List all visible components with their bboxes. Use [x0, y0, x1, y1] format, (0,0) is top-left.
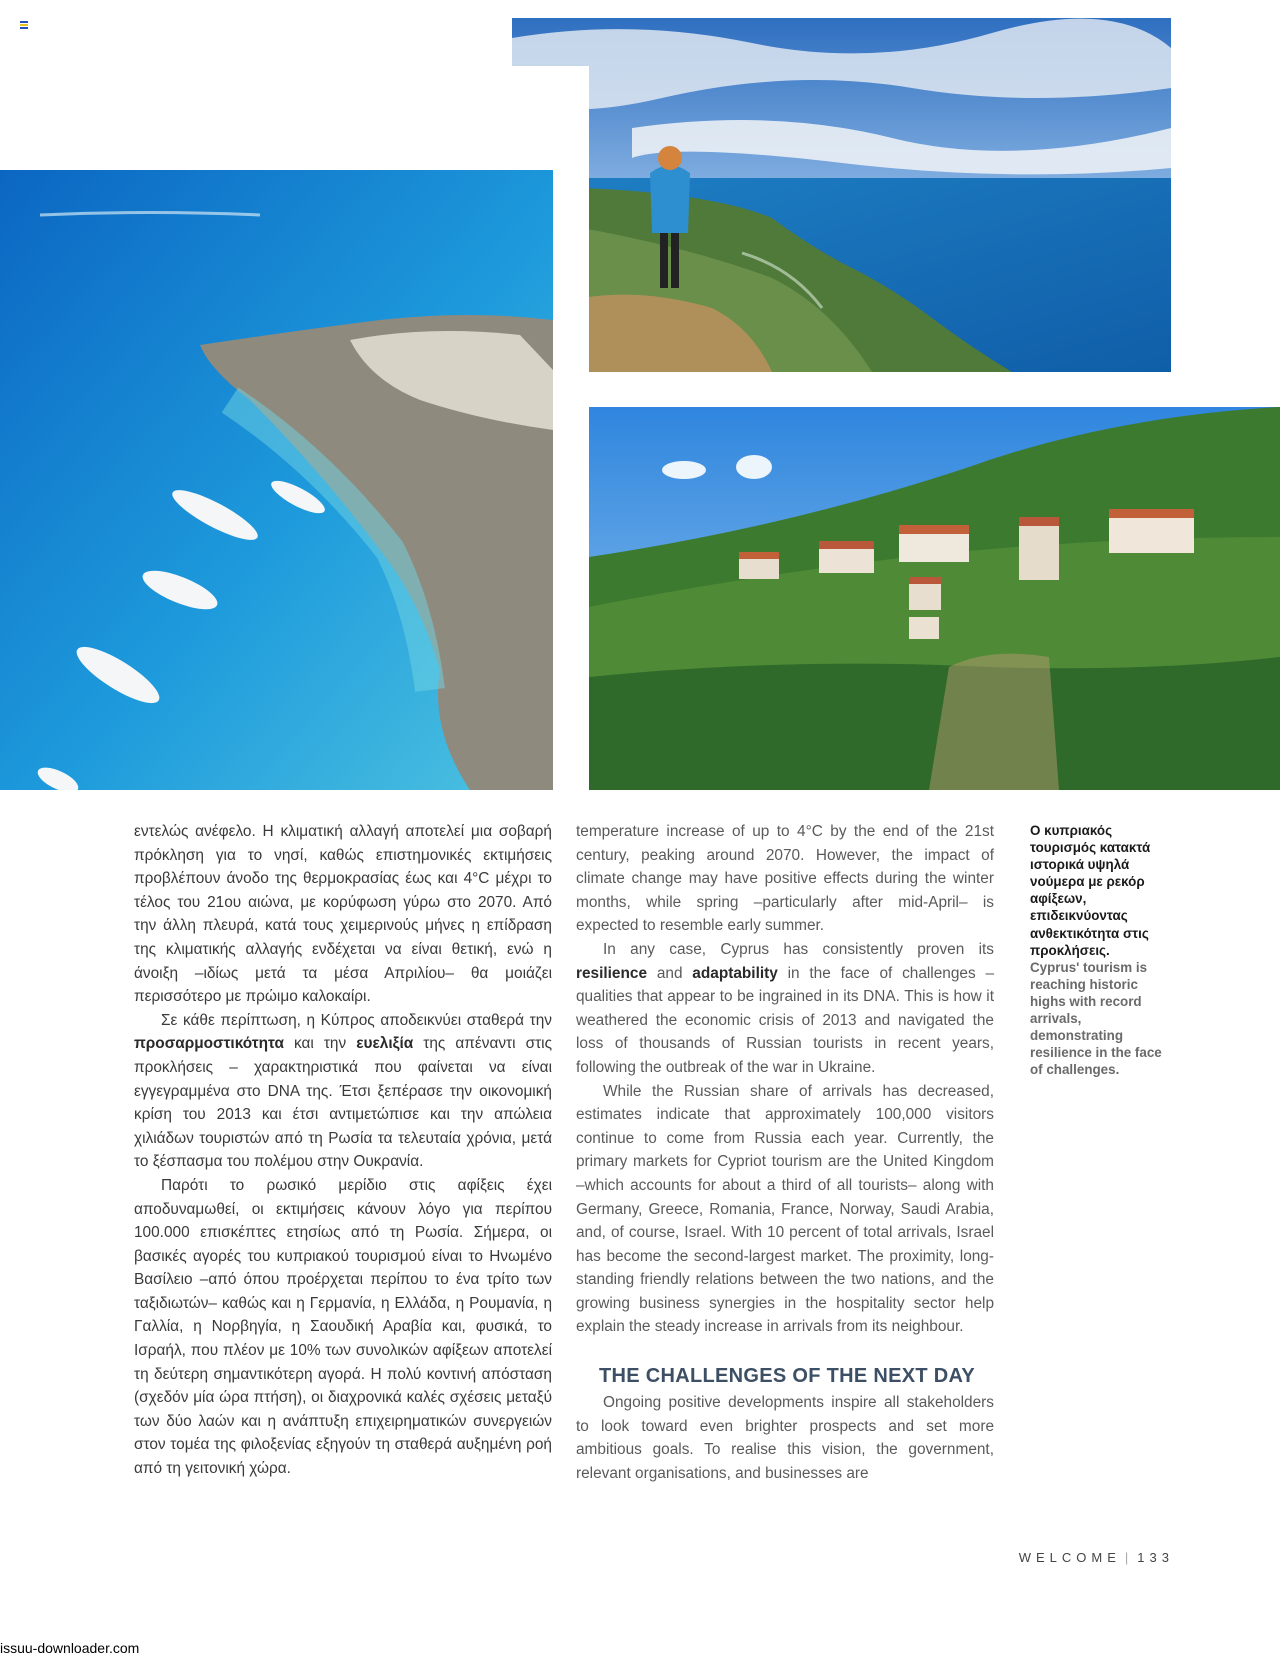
pull-quote: [1030, 822, 1170, 1078]
yachts-bay-photo: [0, 170, 553, 790]
pull-quote-english: Cyprus' tourism is reaching historic highs with record arrivals, demonstrating resilience in the face of challenges.: [1030, 959, 1162, 1078]
watermark-text: issuu-downloader.com: [0, 1640, 140, 1656]
bold-term: resilience: [576, 964, 648, 982]
bold-term: adaptability: [692, 964, 778, 982]
page-folio: WELCOME | 133: [1018, 1550, 1174, 1565]
english-paragraph: temperature increase of up to 4°C by the end of the 21st century, peaking around 2070. However, the impact of climate change may have positive effects during the winter months, while spring –particularly after mid-April– is expected to resemble early summer.: [576, 823, 994, 935]
section-headline: THE CHALLENGES OF THE NEXT DAY: [599, 1365, 976, 1388]
text-run: and: [647, 964, 693, 982]
flag-icon: [20, 21, 28, 29]
text-run: και την: [283, 1035, 357, 1053]
greek-paragraph: Παρότι το ρωσικό μερίδιο στις αφίξεις έχει αποδυναμωθεί, οι εκτιμήσεις κάνουν λόγο για περίπου 100.000 επισκέπτες ετησίως από τη Ρωσία. Σήμερα, οι βασικές αγορές του κυπριακού τουρισμού είναι το Ηνωμένο Βασίλειο –από όπου προέρχεται περίπου το ένα τρίτο των ταξιδιωτών– καθώς και η Γερμανία, η Ελλάδα, η Ρουμανία, η Γαλλία, η Νορβηγία, η Σαουδική Αραβία και, φυσικά, το Ισραήλ, που πλέον με 10% των συνολικών αφίξεων αποτελεί τη δεύτερη σημαντικότερη αγορά. Η πολύ κοντινή απόσταση (σχεδόν μία ώρα πτήση), οι διαχρονικά καλές σχέσεις μεταξύ των δύο λαών και η ανάπτυξη επιχειρηματικών συνεργειών στον τομέα της φιλοξενίας εξηγούν τη σταθερά αυξημένη ροή από τη γειτονική χώρα.: [134, 1176, 552, 1478]
bold-term: προσαρμοστικότητα: [134, 1035, 284, 1053]
text-run: In any case, Cyprus has consistently proven its: [603, 940, 994, 958]
greek-paragraph: εντελώς ανέφελο. Η κλιματική αλλαγή αποτελεί μια σοβαρή πρόκληση για το νησί, καθώς επιστημονικές εκτιμήσεις προβλέπουν άνοδο της θερμοκρασίας έως και 4°C μέχρι το τέλος του 21ου αιώνα, με κορύφωση γύρω στο 2070. Από την άλλη πλευρά, κατά τους χειμερινούς μήνες η επίδραση της κλιματικής αλλαγής ενδέχεται να είναι θετική, ενώ η άνοιξη –ιδίως μετά τα μέσα Απριλίου– θα μοιάζει περισσότερο με πρώιμο καλοκαίρι.: [134, 823, 552, 1006]
english-text-column: [576, 820, 994, 1485]
bold-term: ευελιξία: [356, 1035, 414, 1053]
text-run: Σε κάθε περίπτωση, η Κύπρος αποδεικνύει σταθερά την: [161, 1011, 552, 1029]
page-number: 133: [1137, 1550, 1174, 1565]
pull-quote-greek: Ο κυπριακός τουρισμός κατακτά ιστορικά υψηλά νούμερα με ρεκόρ αφίξεων, επιδεικνύοντας ανθεκτικότητα στις προκλήσεις.: [1030, 823, 1151, 958]
mountain-village-photo: [589, 407, 1280, 790]
magazine-name: WELCOME: [1018, 1550, 1121, 1565]
greek-paragraph: [134, 1009, 552, 1174]
english-paragraph: [576, 938, 994, 1080]
english-paragraph: Ongoing positive developments inspire all stakeholders to look toward even brighter prospects and set more ambitious goals. To realise this vision, the government, relevant organisations, and businesses are: [576, 1394, 994, 1482]
cliff-hiker-photo: [512, 18, 1171, 372]
text-run: in the face of challenges – qualities that appear to be ingrained in its DNA. This is how it weathered the economic crisis of 2013 and navigated the loss of thousands of Russian tourists in recent years, following the outbreak of the war in Ukraine.: [576, 964, 995, 1076]
text-run: της απέναντι στις προκλήσεις – χαρακτηριστικά που φαίνεται να είναι εγγεγραμμένα στο DNA της. Έτσι ξεπέρασε την οικονομική κρίση του 2013 και έτσι αντιμετώπισε και την απώλεια χιλιάδων τουριστών από τη Ρωσία τα τελευταία χρόνια, μετά το ξέσπασμα του πολέμου στην Ουκρανία.: [134, 1035, 552, 1171]
english-paragraph: While the Russian share of arrivals has decreased, estimates indicate that approximately 100,000 visitors continue to come from Russia each year. Currently, the primary markets for Cypriot tourism are the United Kingdom –which accounts for about a third of all tourists– along with Germany, Greece, Romania, France, Norway, Saudi Arabia, and, of course, Israel. With 10 percent of total arrivals, Israel has become the second-largest market. The proximity, long-standing friendly relations between the two nations, and the growing business synergies in the hospitality sector help explain the steady increase in arrivals from its neighbour.: [576, 1082, 994, 1336]
greek-text-column: [134, 820, 552, 1481]
